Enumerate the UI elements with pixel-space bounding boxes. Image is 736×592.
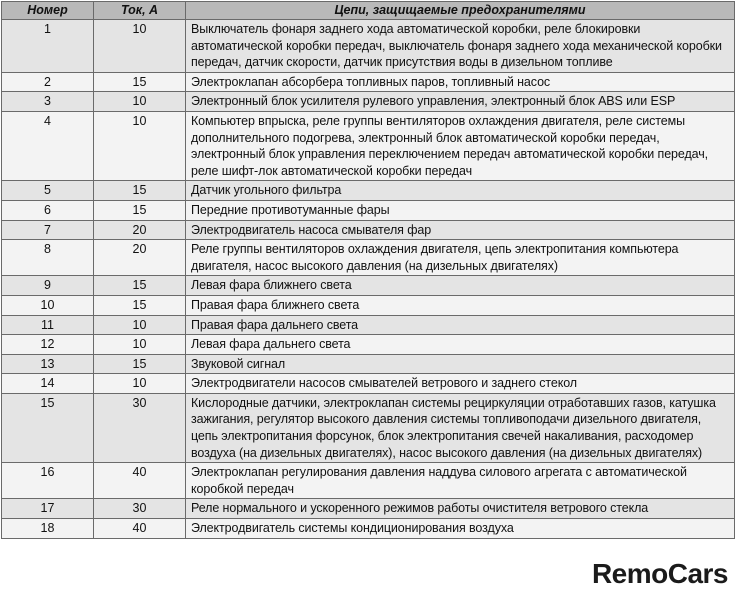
fuse-number-cell: 7 xyxy=(2,220,94,240)
fuse-number-cell: 14 xyxy=(2,374,94,394)
table-row xyxy=(2,315,735,335)
fuse-circuits-cell: Звуковой сигнал xyxy=(186,354,735,374)
watermark-logo: RemoCars xyxy=(591,558,728,589)
fuse-number-cell: 15 xyxy=(2,393,94,462)
fuse-current-cell: 10 xyxy=(94,111,186,180)
fuse-number-cell: 12 xyxy=(2,335,94,355)
fuse-current-cell: 15 xyxy=(94,295,186,315)
fuse-current-cell: 10 xyxy=(94,335,186,355)
fuse-circuits-cell: Электродвигатели насосов смывателей ветрового и заднего стекол xyxy=(186,374,735,394)
fuse-table xyxy=(1,1,735,539)
fuse-current-cell: 15 xyxy=(94,354,186,374)
fuse-circuits-cell: Правая фара дальнего света xyxy=(186,315,735,335)
table-row xyxy=(2,335,735,355)
table-header-row xyxy=(2,2,735,20)
fuse-number-cell: 13 xyxy=(2,354,94,374)
table-row xyxy=(2,240,735,276)
table-row xyxy=(2,181,735,201)
table-row xyxy=(2,20,735,73)
fuse-circuits-cell: Датчик угольного фильтра xyxy=(186,181,735,201)
table-row xyxy=(2,72,735,92)
fuse-circuits-cell: Кислородные датчики, электроклапан системы рециркуляции отработавших газов, катушка зажигания, регулятор высокого давления системы топливоподачи дизельного двигателя, цепь электропитания форсунок, блок электропитания свечей накаливания, расходомер воздуха (на дизельных двигателях), насос высокого давления (на дизельных двигателях) xyxy=(186,393,735,462)
fuse-current-cell: 20 xyxy=(94,220,186,240)
fuse-circuits-cell: Реле группы вентиляторов охлаждения двигателя, цепь электропитания компьютера двигателя, насос высокого давления (на дизельных двигателях) xyxy=(186,240,735,276)
fuse-current-cell: 30 xyxy=(94,499,186,519)
table-row xyxy=(2,374,735,394)
table-row xyxy=(2,92,735,112)
fuse-current-cell: 15 xyxy=(94,276,186,296)
fuse-number-cell: 17 xyxy=(2,499,94,519)
table-row xyxy=(2,354,735,374)
fuse-current-cell: 10 xyxy=(94,92,186,112)
fuse-number-cell: 6 xyxy=(2,200,94,220)
fuse-circuits-cell: Левая фара ближнего света xyxy=(186,276,735,296)
fuse-number-cell: 2 xyxy=(2,72,94,92)
fuse-number-cell: 8 xyxy=(2,240,94,276)
fuse-current-cell: 10 xyxy=(94,315,186,335)
fuse-number-cell: 11 xyxy=(2,315,94,335)
header-current: Ток, А xyxy=(94,2,186,20)
table-row xyxy=(2,276,735,296)
fuse-current-cell: 15 xyxy=(94,72,186,92)
fuse-circuits-cell: Выключатель фонаря заднего хода автоматической коробки, реле блокировки автоматической коробки передач, выключатель фонаря заднего хода механической коробки передач, датчик скорости, датчик присутствия воды в дизельном топливе xyxy=(186,20,735,73)
header-circuits: Цепи, защищаемые предохранителями xyxy=(186,2,735,20)
fuse-number-cell: 9 xyxy=(2,276,94,296)
fuse-circuits-cell: Электронный блок усилителя рулевого управления, электронный блок ABS или ESP xyxy=(186,92,735,112)
fuse-number-cell: 16 xyxy=(2,463,94,499)
table-row xyxy=(2,499,735,519)
header-number: Номер xyxy=(2,2,94,20)
fuse-number-cell: 5 xyxy=(2,181,94,201)
fuse-circuits-cell: Реле нормального и ускоренного режимов работы очистителя ветрового стекла xyxy=(186,499,735,519)
fuse-current-cell: 15 xyxy=(94,200,186,220)
fuse-number-cell: 18 xyxy=(2,519,94,539)
fuse-current-cell: 40 xyxy=(94,519,186,539)
fuse-current-cell: 15 xyxy=(94,181,186,201)
table-row xyxy=(2,200,735,220)
fuse-current-cell: 40 xyxy=(94,463,186,499)
fuse-current-cell: 10 xyxy=(94,20,186,73)
table-row xyxy=(2,463,735,499)
table-row xyxy=(2,295,735,315)
table-row xyxy=(2,220,735,240)
table-row xyxy=(2,393,735,462)
fuse-circuits-cell: Электроклапан абсорбера топливных паров, топливный насос xyxy=(186,72,735,92)
table-row xyxy=(2,519,735,539)
fuse-number-cell: 10 xyxy=(2,295,94,315)
fuse-circuits-cell: Электродвигатель системы кондиционирования воздуха xyxy=(186,519,735,539)
fuse-circuits-cell: Левая фара дальнего света xyxy=(186,335,735,355)
fuse-circuits-cell: Электродвигатель насоса смывателя фар xyxy=(186,220,735,240)
fuse-current-cell: 10 xyxy=(94,374,186,394)
fuse-current-cell: 30 xyxy=(94,393,186,462)
fuse-circuits-cell: Передние противотуманные фары xyxy=(186,200,735,220)
fuse-circuits-cell: Правая фара ближнего света xyxy=(186,295,735,315)
fuse-current-cell: 20 xyxy=(94,240,186,276)
fuse-number-cell: 3 xyxy=(2,92,94,112)
table-row xyxy=(2,111,735,180)
fuse-circuits-cell: Компьютер впрыска, реле группы вентиляторов охлаждения двигателя, реле системы дополнительного подогрева, электронный блок автоматической коробки передач, электронный блок управления переключением передач автоматической коробки передач, реле шифт-лок автоматической коробки передач xyxy=(186,111,735,180)
fuse-number-cell: 4 xyxy=(2,111,94,180)
fuse-number-cell: 1 xyxy=(2,20,94,73)
fuse-circuits-cell: Электроклапан регулирования давления наддува силового агрегата с автоматической коробкой передач xyxy=(186,463,735,499)
